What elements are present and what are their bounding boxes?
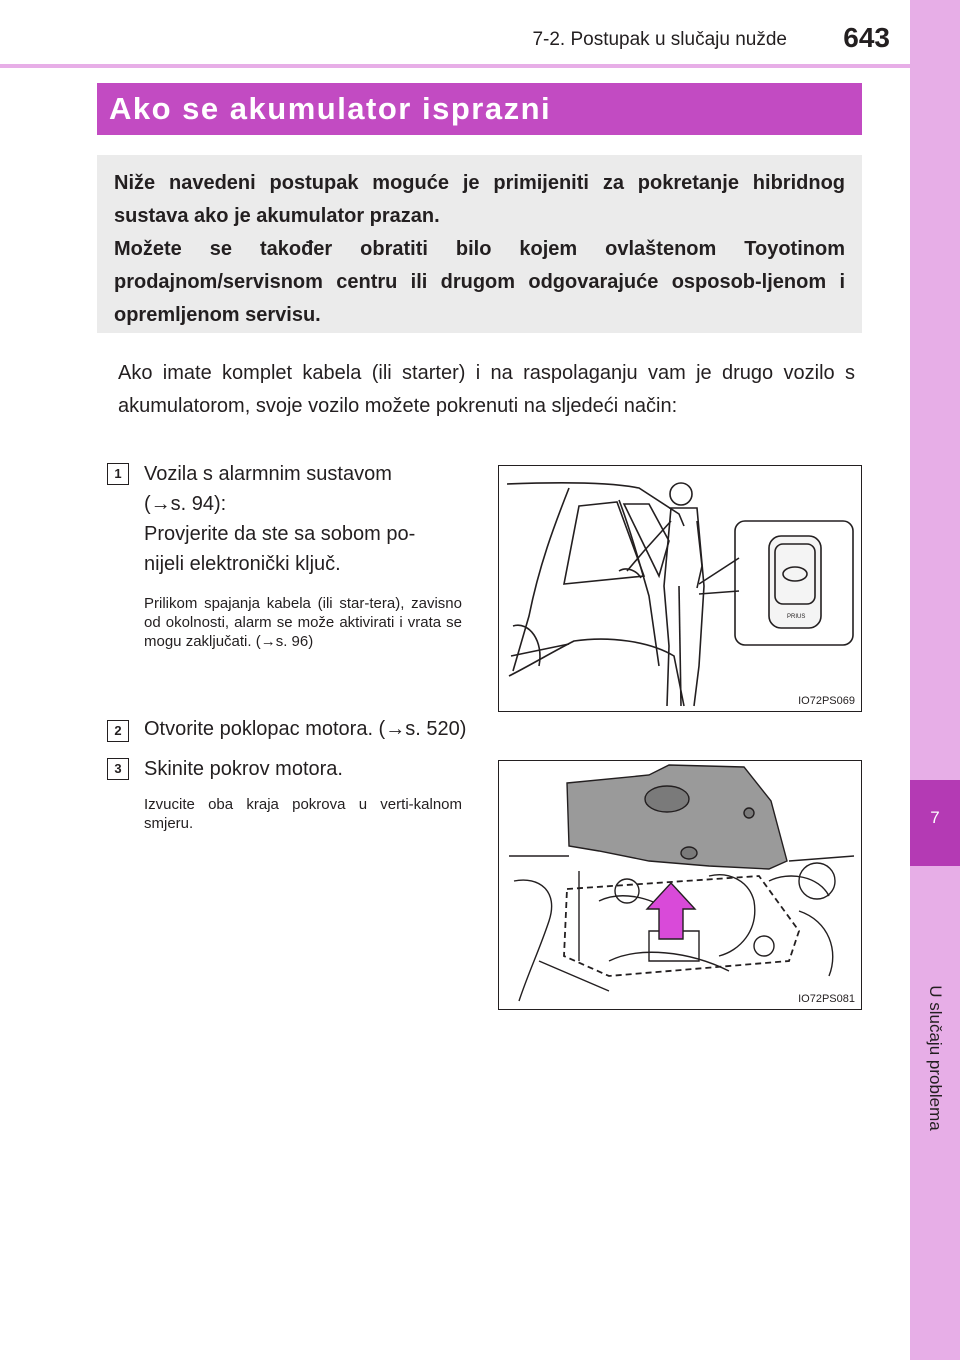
step-1-text [144,459,469,579]
key-fob-label: PRIUS [787,614,806,620]
intro-paragraph-1: Niže navedeni postupak moguće je primijeniti za pokretanje hibridnog sustava ako je akumulator prazan. [114,172,845,227]
chapter-number: 7 [930,808,940,827]
body-text: Ako imate komplet kabela (ili starter) i na raspolaganju vam je drugo vozilo s akumulatorom, svoje vozilo možete pokrenuti na sljedeći način: [118,362,855,417]
intro-box [97,155,862,333]
page-number: 643 [843,22,890,53]
step-1-line-1: Vozila s alarmnim sustavom [144,463,392,485]
figure-engine-cover [498,760,862,1010]
engine-cover-illustration [499,761,861,1009]
section-title: Ako se akumulator isprazni [97,83,862,135]
intro-paragraph-2: Možete se također obratiti bilo kojem ovlaštenom Toyotinom prodajnom/servisnom centru ili drugom odgovarajuće osposob-ljenom i opremljenom servisu. [114,238,845,326]
header-rule [0,64,910,68]
running-header: 7-2. Postupak u slučaju nužde [532,29,787,50]
step-1-line-3: Provjerite da ste sa sobom po- [144,523,416,545]
figure-id-1: IO72PS069 [798,695,855,707]
step-2-text: Otvorite poklopac motora. (→s. 520) [144,718,467,740]
step-number-1: 1 [107,463,129,485]
step-3-text: Skinite pokrov motora. [144,758,343,780]
step-number-2: 2 [107,720,129,742]
chapter-title: U slučaju problema [926,985,945,1131]
figure-alarm-key [498,465,862,712]
car-door-key-illustration [499,466,861,711]
figure-id-2: IO72PS081 [798,993,855,1005]
step-3-note: Izvucite oba kraja pokrova u verti-kalnom smjeru. [144,796,462,832]
step-1-line-2: (→s. 94): [144,493,227,515]
step-number-3: 3 [107,758,129,780]
step-1-note: Prilikom spajanja kabela (ili star-tera), zavisno od okolnosti, alarm se može aktivirati i vrata se mogu zaključati. (→s. 96) [144,595,462,650]
step-1-line-4: nijeli elektronički ključ. [144,553,341,575]
chapter-side-tab [910,0,960,1360]
